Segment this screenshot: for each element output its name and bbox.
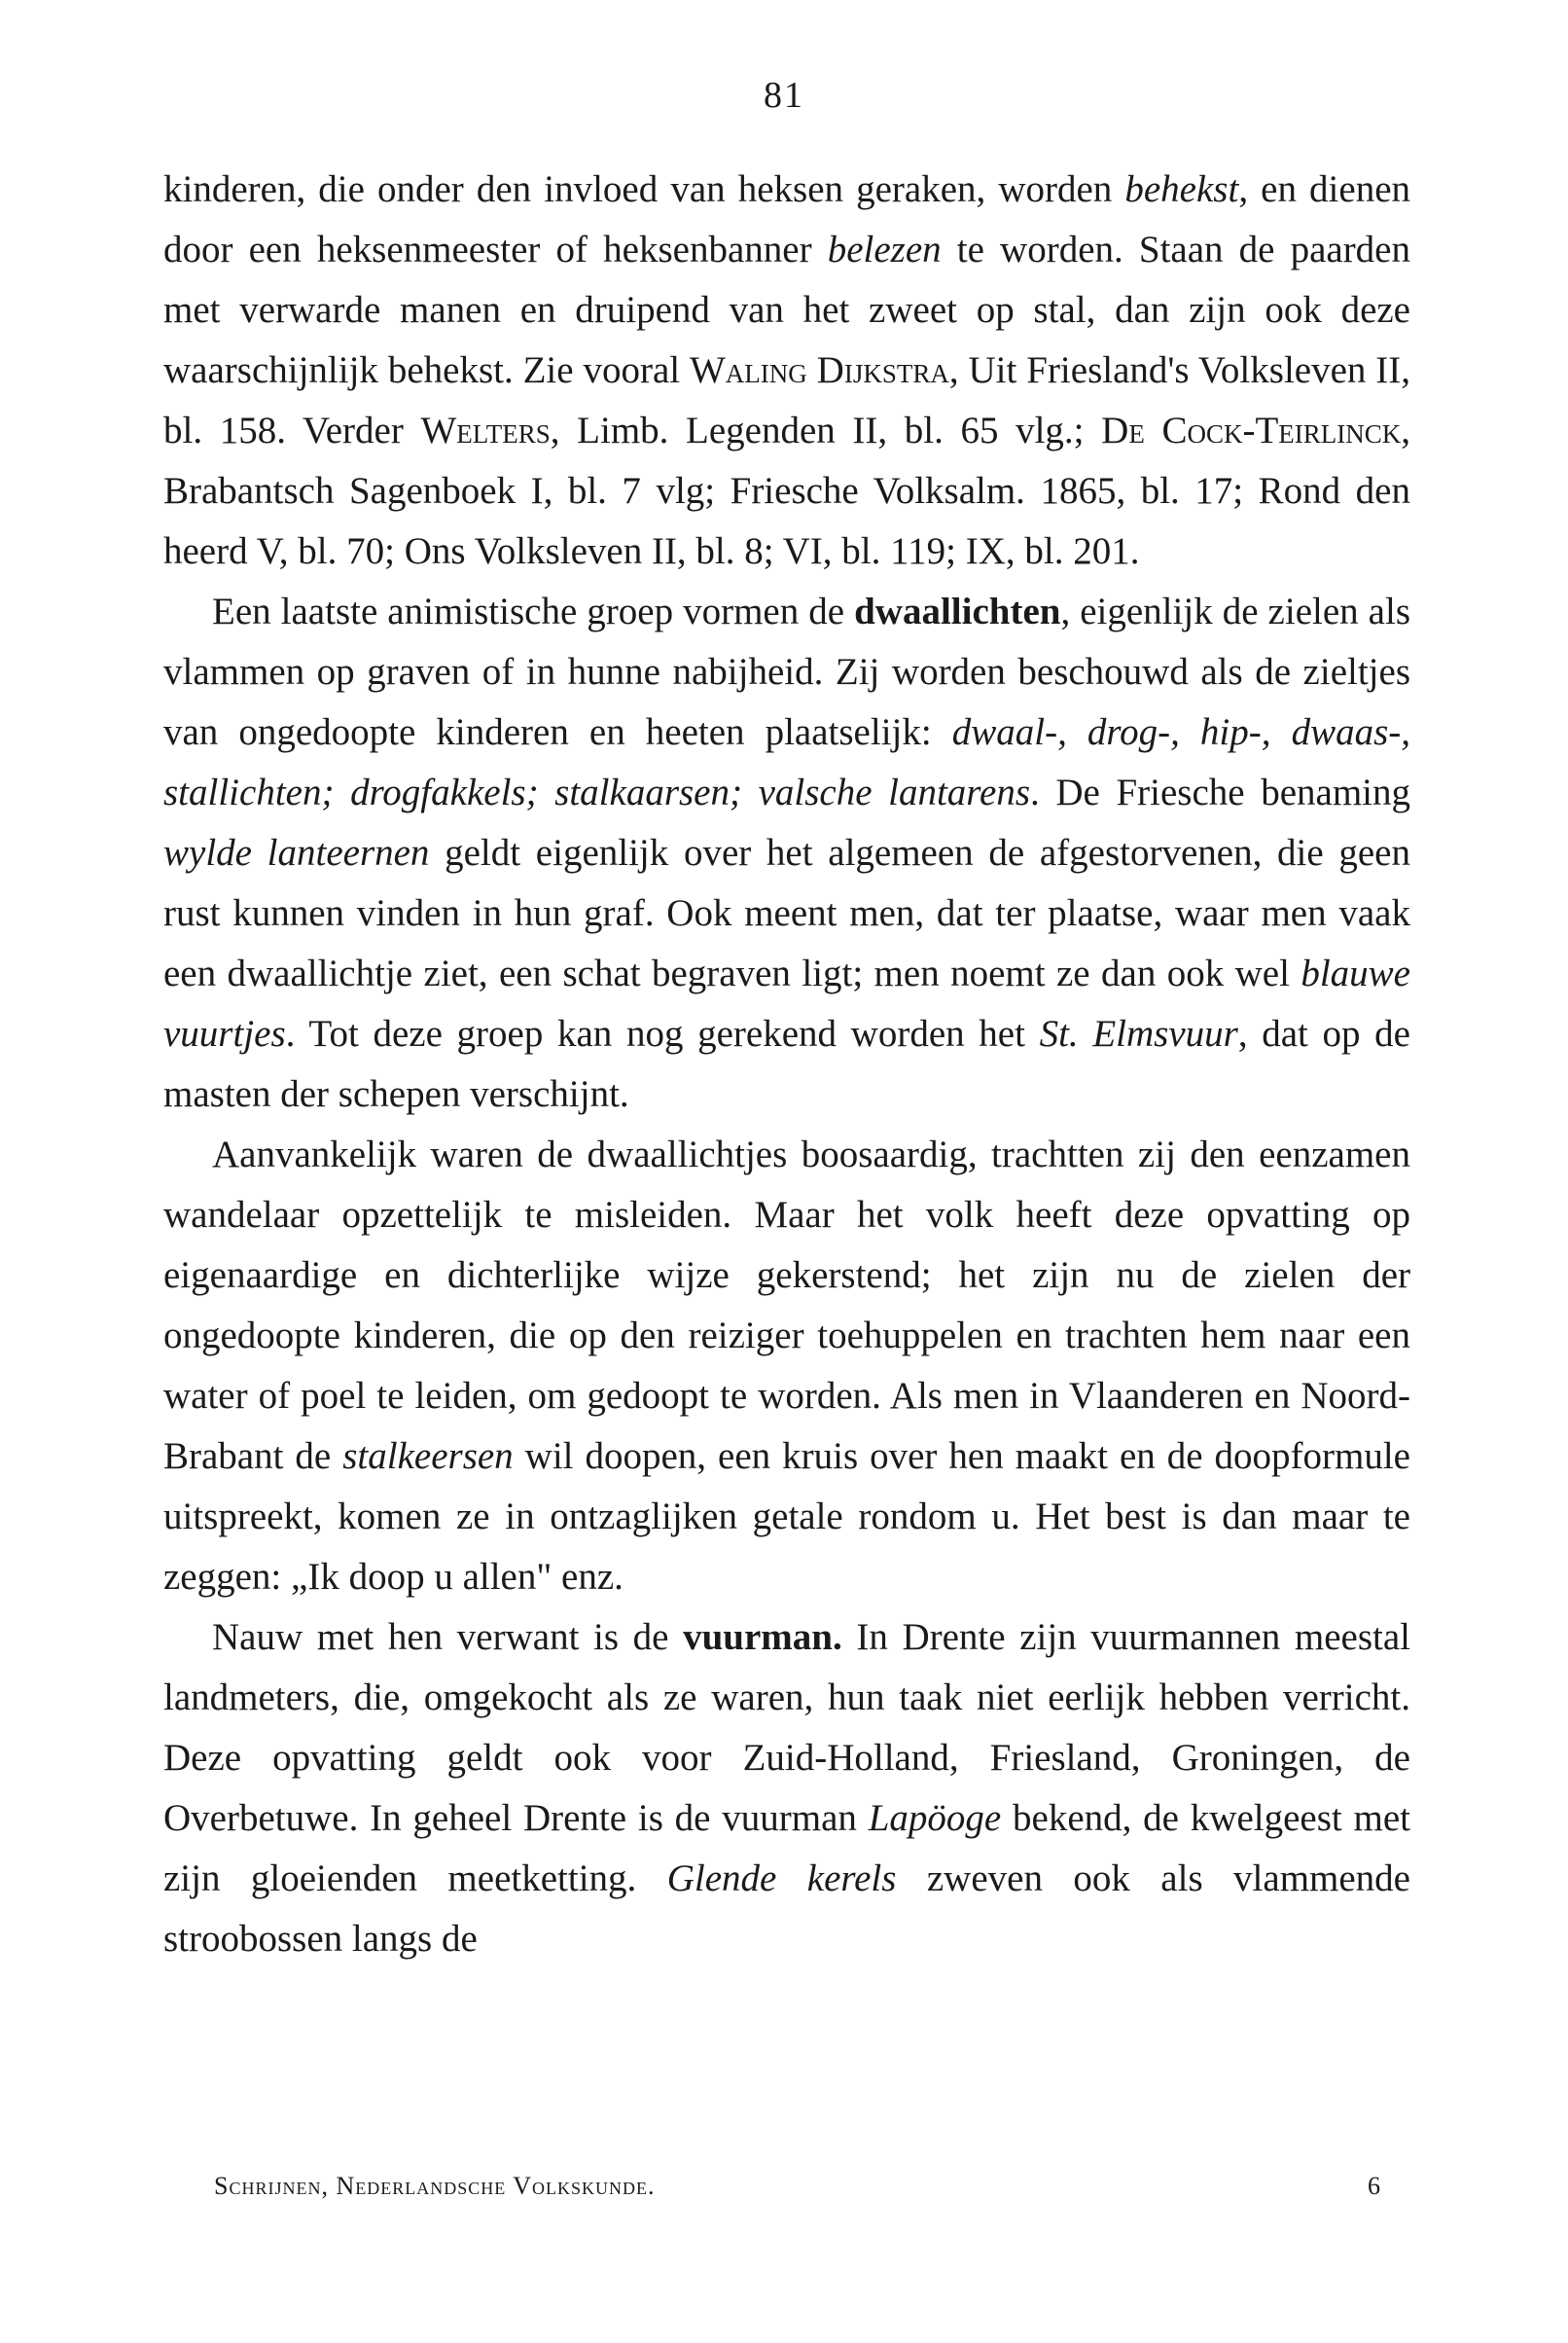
text-run: wil doopen, een kruis over hen maakt en de doopformule uitspreekt, komen ze in ontzaglijken getale rondom u. Het best is dan maar te zeggen: „Ik doop u allen" enz. (163, 1435, 1410, 1598)
italic-term: wylde lanteernen (163, 832, 430, 874)
author-name: Welters (420, 410, 551, 451)
italic-term: blauwe vuurtjes (163, 953, 1410, 1055)
italic-term: belezen (827, 229, 942, 270)
footer-signature: Schrijnen, Nederlandsche Volkskunde. (214, 2172, 656, 2200)
page-number: 81 (764, 75, 804, 116)
text-run: , Brabantsch Sagenboek I, bl. 7 vlg; Friesche Volksalm. 1865, bl. 17; Rond den heerd V, bl. 70; Ons Volksleven II, bl. 8; VI, bl. 119; IX, bl. 201. (163, 410, 1411, 572)
author-name: De Cock-Teirlinck (1101, 410, 1402, 451)
bold-term: vuurman. (683, 1616, 842, 1658)
footer-sheet-number: 6 (1368, 2172, 1381, 2200)
italic-term: behekst (1124, 168, 1239, 210)
paragraph (163, 160, 1410, 582)
text-run: Een laatste animistische groep vormen de (212, 591, 855, 632)
text-run: . De Friesche benaming (1030, 772, 1410, 813)
italic-term: Glende kerels (666, 1857, 897, 1899)
italic-term: St. Elmsvuur (1039, 1013, 1238, 1055)
author-name: Waling Dijkstra (690, 349, 949, 391)
text-run: , en dienen door een heksenmeester of heksenbanner (163, 168, 1410, 270)
text-run: zweven ook als vlammende stroobossen langs de (163, 1857, 1410, 1960)
text-run: , Uit Friesland's Volksleven II, bl. 158. Verder (163, 349, 1411, 451)
bold-term: dwaallichten (854, 591, 1061, 632)
text-run: kinderen, die onder den invloed van heksen geraken, worden (163, 168, 1125, 210)
text-run: geldt eigenlijk over het algemeen de afgestorvenen, die geen rust kunnen vinden in hun graf. Ook meent men, dat ter plaatse, waar men vaak een dwaallichtje ziet, een schat begraven ligt; men noemt ze dan ook wel (163, 832, 1410, 994)
paragraph (163, 1125, 1410, 1607)
text-run: Nauw met hen verwant is de (212, 1616, 684, 1658)
text-run: te worden. Staan de paarden met verwarde manen en druipend van het zweet op stal, dan zijn ook deze waarschijnlijk behekst. Zie vooral (163, 229, 1410, 391)
paragraph (163, 582, 1410, 1125)
text-run: In Drente zijn vuurmannen meestal landmeters, die, omgekocht als ze waren, hun taak niet eerlijk hebben verricht. Deze opvatting geldt ook voor Zuid-Holland, Friesland, Groningen, de Overbetuwe. In geheel Drente is de vuurman (163, 1616, 1410, 1839)
text-run: , Limb. Legenden II, bl. 65 vlg.; (550, 410, 1102, 451)
text-run: . Tot deze groep kan nog gerekend worden het (285, 1013, 1040, 1055)
paragraph (163, 1607, 1410, 1969)
text-run: , eigenlijk de zielen als vlammen op graven of in hunne nabijheid. Zij worden beschouwd als de zieltjes van ongedoopte kinderen en heeten plaatselijk: (163, 591, 1410, 753)
italic-term: dwaal-, drog-, hip-, dwaas-, stallichten; drogfakkels; stalkaarsen; valsche lantarens (163, 711, 1410, 813)
italic-term: Lapöoge (868, 1797, 1002, 1839)
footer (214, 2172, 1381, 2201)
text-run: , dat op de masten der schepen verschijnt. (163, 1013, 1410, 1115)
italic-term: stalkeersen (342, 1435, 514, 1477)
body-text (163, 160, 1410, 1969)
text-run: Aanvankelijk waren de dwaallichtjes boosaardig, trachtten zij den eenzamen wandelaar opzettelijk te misleiden. Maar het volk heeft deze opvatting op eigenaardige en dichterlijke wijze gekerstend; het zijn nu de zielen der ongedoopte kinderen, die op den reiziger toehuppelen en trachten hem naar een water of poel te leiden, om gedoopt te worden. Als men in Vlaanderen en Noord-Brabant de (163, 1134, 1410, 1477)
text-run: bekend, de kwelgeest met zijn gloeienden meetketting. (163, 1797, 1410, 1899)
